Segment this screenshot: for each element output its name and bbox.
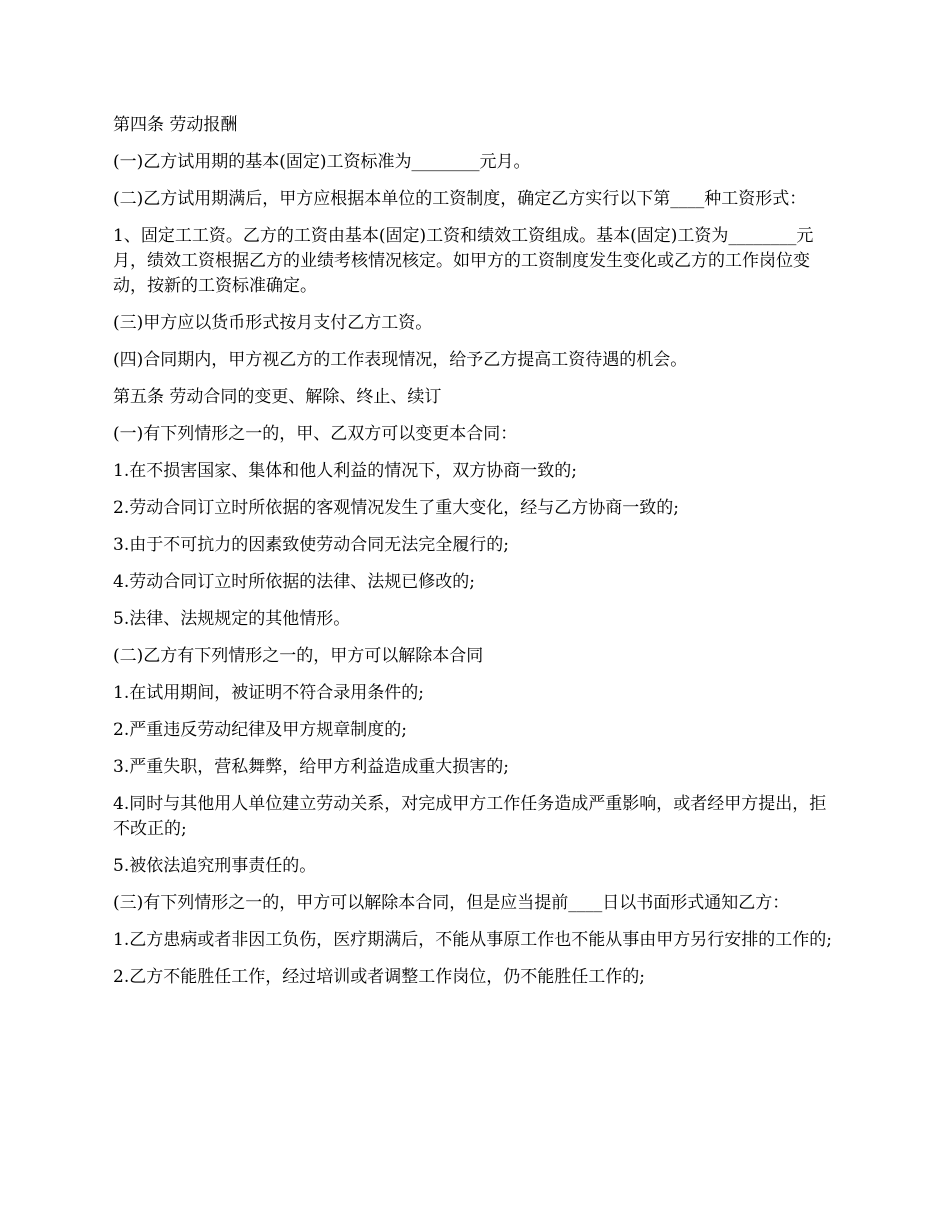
paragraph: (二)乙方有下列情形之一的，甲方可以解除本合同 xyxy=(113,646,484,666)
paragraph: (二)乙方试用期满后，甲方应根据本单位的工资制度，确定乙方实行以下第____种工资形式： xyxy=(113,189,807,209)
list-item: 3.严重失职，营私舞弊，给甲方利益造成重大损害的; xyxy=(113,757,509,777)
list-item: 2.乙方不能胜任工作，经过培训或者调整工作岗位，仍不能胜任工作的; xyxy=(113,967,645,987)
paragraph: (四)合同期内，甲方视乙方的工作表现情况，给予乙方提高工资待遇的机会。 xyxy=(113,350,688,370)
section-heading-article-5: 第五条 劳动合同的变更、解除、终止、续订 xyxy=(113,387,442,407)
list-item: 3.由于不可抗力的因素致使劳动合同无法完全履行的; xyxy=(113,535,509,555)
list-item: 1.在试用期间，被证明不符合录用条件的; xyxy=(113,683,424,703)
paragraph: (三)甲方应以货币形式按月支付乙方工资。 xyxy=(113,313,433,333)
paragraph: (三)有下列情形之一的，甲方可以解除本合同，但是应当提前____日以书面形式通知乙方： xyxy=(113,893,790,913)
section-heading-article-4: 第四条 劳动报酬 xyxy=(113,115,238,135)
list-item: 4.劳动合同订立时所依据的法律、法规已修改的; xyxy=(113,572,475,592)
paragraph: (一)有下列情形之一的，甲、乙双方可以变更本合同： xyxy=(113,424,518,444)
document-body xyxy=(113,113,843,1002)
list-item: 5.被依法追究刑事责任的。 xyxy=(113,856,317,876)
list-item: 4.同时与其他用人单位建立劳动关系，对完成甲方工作任务造成严重影响，或者经甲方提出，拒不改正的; xyxy=(113,794,827,839)
list-item: 2.严重违反劳动纪律及甲方规章制度的; xyxy=(113,720,407,740)
list-item: 5.法律、法规规定的其他情形。 xyxy=(113,609,351,629)
list-item: 1.乙方患病或者非因工负伤，医疗期满后，不能从事原工作也不能从事由甲方另行安排的工作的; xyxy=(113,930,832,950)
list-item: 1.在不损害国家、集体和他人利益的情况下，双方协商一致的; xyxy=(113,461,577,481)
paragraph: 1、固定工工资。乙方的工资由基本(固定)工资和绩效工资组成。基本(固定)工资为________元月，绩效工资根据乙方的业绩考核情况核定。如甲方的工资制度发生变化或乙方的工作岗位变动，按新的工资标准确定。 xyxy=(113,226,814,296)
paragraph: (一)乙方试用期的基本(固定)工资标准为________元月。 xyxy=(113,152,531,172)
list-item: 2.劳动合同订立时所依据的客观情况发生了重大变化，经与乙方协商一致的; xyxy=(113,498,679,518)
